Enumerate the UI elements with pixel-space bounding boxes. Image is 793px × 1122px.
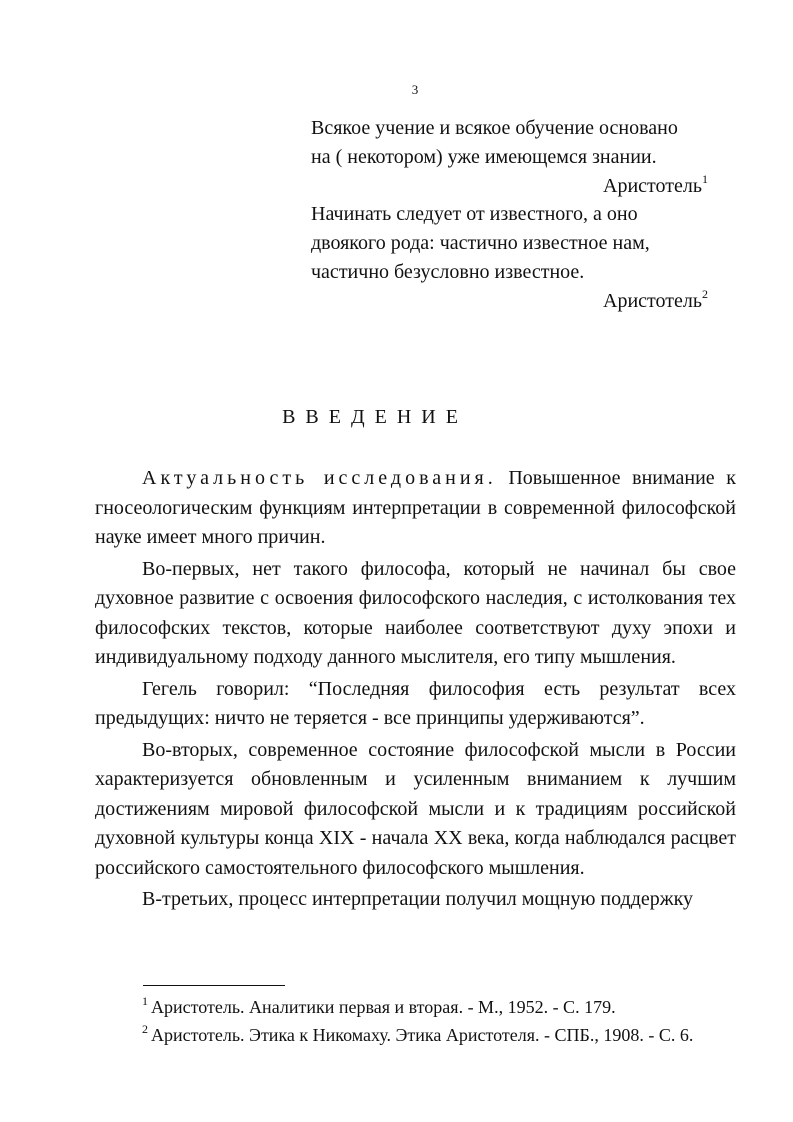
footnote-marker: 1 xyxy=(142,994,148,1008)
epigraph-1 xyxy=(311,114,708,201)
paragraph: Во-вторых, современное состояние философской мысли в России характеризуется обновленным и усиленным вниманием к лучшим достижениям мировой философской мысли и к традициям российской духовной культуры конца XIX - начала XX века, когда наблюдался расцвет российского самостоятельного философского мышления. xyxy=(95,738,736,879)
footnote-text: Аристотель. Аналитики первая и вторая. - М., 1952. - С. 179. xyxy=(151,997,616,1017)
epigraph-line: частично безусловно известное. xyxy=(311,261,585,283)
paragraph-text: Повышенное внимание к гносеологическим функциям интерпретации в современной философской науке имеет много причин. xyxy=(95,467,737,548)
paragraph xyxy=(95,464,736,553)
epigraph-author: Аристотель xyxy=(603,290,702,312)
body-text xyxy=(95,464,736,915)
footnote-reference: 1 xyxy=(702,172,708,186)
epigraph-attribution xyxy=(311,287,708,316)
footnote-reference: 2 xyxy=(702,287,708,301)
epigraph-line: Всякое учение и всякое обучение основано xyxy=(311,117,678,139)
epigraph-line: двоякого рода: частично известное нам, xyxy=(311,232,650,254)
footnotes xyxy=(95,993,736,1049)
footnote-marker: 2 xyxy=(142,1022,148,1036)
footnote-text: Аристотель. Этика к Никомаху. Этика Аристотеля. - СПБ., 1908. - С. 6. xyxy=(151,1025,694,1045)
section-heading: ВВЕДЕНИЕ xyxy=(282,406,468,428)
epigraph-line: на ( некотором) уже имеющемся знании. xyxy=(311,146,657,168)
epigraph-2 xyxy=(311,200,708,316)
paragraph: Во-первых, нет такого философа, который не начинал бы свое духовное развитие с освоения философского наследия, с истолкования тех философских текстов, которые наиболее соответствуют духу эпохи и индивидуальному подходу данного мыслителя, его типу мышления. xyxy=(95,557,736,668)
epigraph-line: Начинать следует от известного, а оно xyxy=(311,203,638,225)
page-number: 3 xyxy=(411,82,419,97)
paragraph: В-третьих, процесс интерпретации получил мощную поддержку xyxy=(142,888,694,910)
footnote xyxy=(95,1021,736,1049)
footnote-separator xyxy=(143,985,285,986)
paragraph-lead: Актуальность исследования. xyxy=(142,467,497,489)
footnote xyxy=(95,993,736,1021)
paragraph: Гегель говорил: “Последняя философия есть результат всех предыдущих: ничто не теряется - все принципы удерживаются”. xyxy=(95,677,736,729)
epigraph-author: Аристотель xyxy=(603,175,702,197)
epigraph-attribution xyxy=(311,172,708,201)
